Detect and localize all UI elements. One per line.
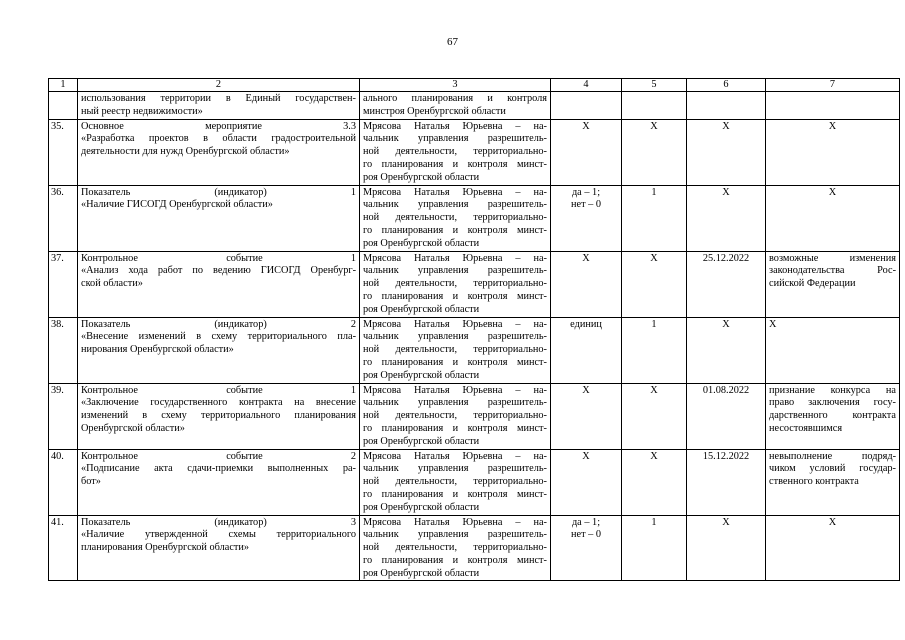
cell-line: изменений в схему территориального планирования <box>81 410 356 422</box>
activity-name-cell <box>78 449 360 515</box>
risk-cell <box>766 185 900 251</box>
responsible-cell <box>360 383 551 449</box>
table-row <box>49 92 900 120</box>
value-cell: X <box>622 251 687 317</box>
date-cell: X <box>687 185 766 251</box>
cell-line: ной деятельности, территориально- <box>363 278 547 290</box>
cell-line: «Анализ хода работ по ведению ГИСОГД Оренбург- <box>81 265 356 277</box>
cell-line: го планирования и контроля минст- <box>363 224 547 236</box>
cell-line: ального планирования и контроля <box>363 93 547 104</box>
unit-cell <box>551 449 622 515</box>
table-row <box>49 383 900 449</box>
cell-line: Показатель (индикатор) 1 <box>81 186 356 198</box>
unit-cell <box>551 185 622 251</box>
cell-line: бот» <box>81 476 101 488</box>
activity-name-cell <box>78 515 360 581</box>
cell-line: Мрясова Наталья Юрьевна – на- <box>363 252 547 264</box>
activity-name-cell <box>78 119 360 185</box>
cell-line: нирования Оренбургской области» <box>81 344 234 356</box>
cell-line: несостоявшимся <box>769 422 843 434</box>
date-cell: 15.12.2022 <box>687 449 766 515</box>
unit-cell <box>551 515 622 581</box>
cell-line: да – 1; <box>571 186 601 198</box>
row-number: 40. <box>49 449 78 515</box>
unit-cell <box>551 251 622 317</box>
cell-line: «Наличие ГИСОГД Оренбургской области» <box>81 199 273 211</box>
activity-name-cell <box>78 251 360 317</box>
cell-line: го планирования и контроля минст- <box>363 158 547 170</box>
cell-line: признание конкурса на <box>769 384 896 396</box>
column-header: 5 <box>622 79 687 92</box>
cell-line: Оренбургской области» <box>81 422 185 434</box>
value-cell: X <box>622 449 687 515</box>
cell-line: чиком условий государ- <box>769 463 896 475</box>
cell-line: чальник управления разрешитель- <box>363 463 547 475</box>
date-cell: X <box>687 317 766 383</box>
cell-line: ной деятельности, территориально- <box>363 476 547 488</box>
cell-line: да – 1; <box>571 516 601 528</box>
cell-line: X <box>828 516 837 528</box>
row-number: 38. <box>49 317 78 383</box>
row-number: 35. <box>49 119 78 185</box>
cell-line: возможные изменения <box>769 252 896 264</box>
risk-cell <box>766 251 900 317</box>
cell-line: сийской Федерации <box>769 278 856 290</box>
responsible-cell <box>360 317 551 383</box>
cell-line: «Внесение изменений в схему территориального пла- <box>81 331 356 343</box>
cell-line: роя Оренбургской области <box>363 567 480 579</box>
unit-cell <box>551 383 622 449</box>
column-header: 1 <box>49 79 78 92</box>
cell-line: ской области» <box>81 278 143 290</box>
unit-cell <box>551 119 622 185</box>
cell-line: использования территории в Единый государствен- <box>81 93 356 104</box>
cell-line: роя Оренбургской области <box>363 303 480 315</box>
cell-line: чальник управления разрешитель- <box>363 199 547 211</box>
cell-line: право заключения госу- <box>769 397 896 409</box>
document-table <box>48 78 900 581</box>
date-cell: X <box>687 515 766 581</box>
cell-line: ной деятельности, территориально- <box>363 410 547 422</box>
activity-name-cell <box>78 383 360 449</box>
cell-line: Контрольное событие 1 <box>81 384 356 396</box>
column-header: 7 <box>766 79 900 92</box>
activity-name-cell <box>78 317 360 383</box>
cell-line: роя Оренбургской области <box>363 237 480 249</box>
cell-line: го планирования и контроля минст- <box>363 554 547 566</box>
responsible-cell <box>360 251 551 317</box>
cell-line: ной деятельности, территориально- <box>363 212 547 224</box>
activity-name-cell <box>78 92 360 120</box>
cell-line: X <box>582 252 590 264</box>
cell-line: чальник управления разрешитель- <box>363 529 547 541</box>
cell-line: нет – 0 <box>570 529 602 541</box>
cell-line: Контрольное событие 1 <box>81 252 356 264</box>
table-row <box>49 251 900 317</box>
risk-cell <box>766 317 900 383</box>
date-cell: 25.12.2022 <box>687 251 766 317</box>
risk-cell <box>766 383 900 449</box>
date-cell: X <box>687 119 766 185</box>
column-header: 4 <box>551 79 622 92</box>
risk-cell <box>766 449 900 515</box>
responsible-cell <box>360 515 551 581</box>
table-row <box>49 119 900 185</box>
cell-line: единиц <box>570 318 602 330</box>
column-header: 6 <box>687 79 766 92</box>
table-row <box>49 449 900 515</box>
table-header-row <box>49 79 900 92</box>
cell-line: роя Оренбургской области <box>363 369 480 381</box>
cell-line: X <box>828 120 837 132</box>
cell-line: роя Оренбургской области <box>363 435 480 447</box>
cell-line: X <box>582 384 590 396</box>
page-number: 67 <box>447 36 458 48</box>
value-cell: 1 <box>622 515 687 581</box>
cell-line: X <box>582 450 590 462</box>
column-header: 2 <box>78 79 360 92</box>
cell-line: Мрясова Наталья Юрьевна – на- <box>363 450 547 462</box>
cell-line: чальник управления разрешитель- <box>363 397 547 409</box>
cell-line: «Наличие утвержденной схемы территориального <box>81 529 356 541</box>
cell-line: X <box>828 186 837 198</box>
cell-line: роя Оренбургской области <box>363 171 480 183</box>
cell-line: Мрясова Наталья Юрьевна – на- <box>363 516 547 528</box>
cell-line: чальник управления разрешитель- <box>363 133 547 145</box>
date-cell <box>687 92 766 120</box>
cell-line: Мрясова Наталья Юрьевна – на- <box>363 120 547 132</box>
date-cell: 01.08.2022 <box>687 383 766 449</box>
cell-line: планирования Оренбургской области» <box>81 542 250 554</box>
responsible-cell <box>360 92 551 120</box>
value-cell <box>622 92 687 120</box>
row-number: 41. <box>49 515 78 581</box>
unit-cell <box>551 92 622 120</box>
cell-line: минстроя Оренбургской области <box>363 105 506 117</box>
cell-line: «Подписание акта сдачи-приемки выполненных ра- <box>81 463 356 475</box>
cell-line: ной деятельности, территориально- <box>363 146 547 158</box>
cell-line: законодательства Рос- <box>769 265 896 277</box>
cell-line: чальник управления разрешитель- <box>363 265 547 277</box>
cell-line: ной деятельности, территориально- <box>363 542 547 554</box>
unit-cell <box>551 317 622 383</box>
row-number: 37. <box>49 251 78 317</box>
cell-line: го планирования и контроля минст- <box>363 488 547 500</box>
row-number: 36. <box>49 185 78 251</box>
column-header: 3 <box>360 79 551 92</box>
risk-cell <box>766 515 900 581</box>
cell-line: нет – 0 <box>570 199 602 211</box>
table-row <box>49 185 900 251</box>
value-cell: X <box>622 119 687 185</box>
cell-line: роя Оренбургской области <box>363 501 480 513</box>
table-row <box>49 317 900 383</box>
cell-line: X <box>582 120 590 132</box>
cell-line: деятельности для нужд Оренбургской области» <box>81 146 290 158</box>
value-cell: 1 <box>622 317 687 383</box>
cell-line: Основное мероприятие 3.3 <box>81 120 356 132</box>
row-number <box>49 92 78 120</box>
cell-line: Показатель (индикатор) 3 <box>81 516 356 528</box>
responsible-cell <box>360 449 551 515</box>
activity-name-cell <box>78 185 360 251</box>
cell-line: «Заключение государственного контракта на внесение <box>81 397 356 409</box>
table-row <box>49 515 900 581</box>
row-number: 39. <box>49 383 78 449</box>
responsible-cell <box>360 119 551 185</box>
risk-cell <box>766 119 900 185</box>
cell-line: го планирования и контроля минст- <box>363 422 547 434</box>
cell-line: Мрясова Наталья Юрьевна – на- <box>363 186 547 198</box>
cell-line: Показатель (индикатор) 2 <box>81 318 356 330</box>
table-body <box>49 79 900 581</box>
risk-cell <box>766 92 900 120</box>
cell-line: X <box>769 318 777 330</box>
cell-line: ный реестр недвижимости» <box>81 105 203 117</box>
cell-line: Контрольное событие 2 <box>81 450 356 462</box>
cell-line: невыполнение подряд- <box>769 450 896 462</box>
cell-line: дарственного контракта <box>769 410 896 422</box>
cell-line: чальник управления разрешитель- <box>363 331 547 343</box>
cell-line: Мрясова Наталья Юрьевна – на- <box>363 384 547 396</box>
cell-line: «Разработка проектов в области градостроительной <box>81 133 356 145</box>
responsible-cell <box>360 185 551 251</box>
cell-line: ной деятельности, территориально- <box>363 344 547 356</box>
cell-line: го планирования и контроля минст- <box>363 290 547 302</box>
cell-line: го планирования и контроля минст- <box>363 356 547 368</box>
value-cell: 1 <box>622 185 687 251</box>
cell-line: ственного контракта <box>769 476 859 488</box>
value-cell: X <box>622 383 687 449</box>
cell-line: Мрясова Наталья Юрьевна – на- <box>363 318 547 330</box>
